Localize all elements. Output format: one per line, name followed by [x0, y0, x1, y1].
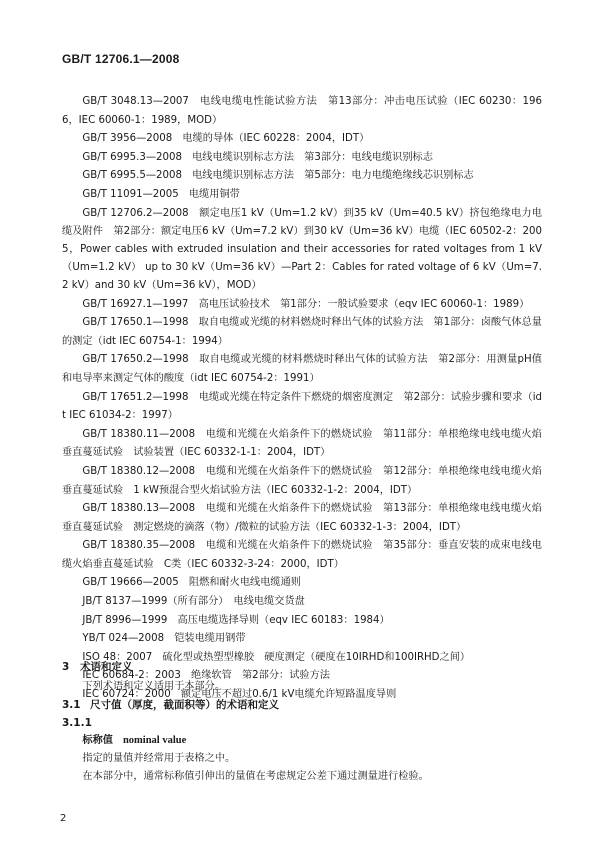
normative-references-list [62, 93, 542, 705]
reference-item: YB/T 024—2008 铠装电缆用钢带 [82, 633, 246, 645]
reference-item: GB/T 3956—2008 电缆的导体（IEC 60228：2004，IDT） [82, 133, 370, 145]
reference-item: GB/T 17650.1—1998 取自电缆或光缆的材料燃烧时释出气体的试验方法 第1部分：卤酸气体总量的测定（idt IEC 60754-1：1994） [62, 317, 542, 347]
subsection-number: 3.1 [62, 699, 81, 711]
standard-header: GB/T 12706.1—2008 [62, 52, 180, 66]
reference-item: GB/T 6995.5—2008 电线电缆识别标志方法 第5部分：电力电缆绝缘线芯识别标志 [82, 170, 474, 182]
term-english: nominal value [122, 735, 187, 746]
reference-item: GB/T 18380.35—2008 电缆和光缆在火焰条件下的燃烧试验 第35部分：垂直安装的成束电线电缆火焰垂直蔓延试验 C类（IEC 60332-3-24：2000，IDT） [62, 540, 542, 570]
section-number: 3 [62, 661, 70, 673]
reference-item: IEC 60684-2：2003 绝缘软管 第2部分：试验方法 [82, 670, 330, 682]
reference-item: GB/T 16927.1—1997 高电压试验技术 第1部分：一般试验要求（eqv IEC 60060-1：1989） [82, 298, 530, 310]
reference-item: GB/T 6995.3—2008 电线电缆识别标志方法 第3部分：电线电缆识别标志 [82, 151, 433, 163]
reference-item: GB/T 18380.12—2008 电缆和光缆在火焰条件下的燃烧试验 第12部分：单根绝缘电线电缆火焰垂直蔓延试验 1 kW预混合型火焰试验方法（IEC 60332-1-2：2004，IDT） [62, 465, 542, 496]
item-number: 3.1.1 [62, 717, 92, 729]
section-title: 术语和定义 [80, 661, 133, 673]
reference-item: ISO 48：2007 硫化型或热塑型橡胶 硬度测定（硬度在10IRHD和100IRHD之间） [82, 651, 471, 663]
reference-item: GB/T 18380.13—2008 电缆和光缆在火焰条件下的燃烧试验 第13部分：单根绝缘电线电缆火焰垂直蔓延试验 测定燃烧的滴落（物）/微粒的试验方法（IEC 60332-1-3：2004，IDT） [62, 503, 542, 533]
reference-item: GB/T 3048.13—2007 电线电缆电性能试验方法 第13部分：冲击电压试验（IEC 60230：1966，IEC 60060-1：1989，MOD） [62, 96, 542, 126]
reference-item: JB/T 8137—1999（所有部分） 电线电缆交货盘 [82, 596, 305, 608]
reference-item: GB/T 17650.2—1998 取自电缆或光缆的材料燃烧时释出气体的试验方法 第2部分：用测量pH值和电导率来测定气体的酸度（idt IEC 60754-2：1991） [62, 354, 542, 384]
reference-item: GB/T 17651.2—1998 电缆或光缆在特定条件下燃烧的烟密度测定 第2部分：试验步骤和要求（idt IEC 61034-2：1997） [62, 391, 542, 422]
reference-item: GB/T 18380.11—2008 电缆和光缆在火焰条件下的燃烧试验 第11部分：单根绝缘电线电缆火焰垂直蔓延试验 试验装置（IEC 60332-1-1：2004，IDT） [62, 428, 542, 459]
reference-item: GB/T 19666—2005 阻燃和耐火电线电缆通则 [82, 577, 301, 589]
term-entry [62, 732, 542, 750]
section-intro: 下列术语和定义适用于本部分。 [82, 681, 226, 692]
term-chinese: 标称值 [82, 735, 113, 746]
section-terms-and-definitions [62, 656, 542, 786]
reference-item: JB/T 8996—1999 高压电缆选择导则（eqv IEC 60183：1984） [82, 614, 390, 626]
subsection-heading [62, 696, 542, 714]
definition-note: 在本部分中，通常标称值引伸出的量值在考虑规定公差下通过测量进行检验。 [82, 771, 429, 782]
reference-item: IEC 60724：2000 额定电压不超过0.6/1 kV电缆允许短路温度导则 [82, 689, 397, 701]
definition-text: 指定的量值并经常用于表格之中。 [82, 753, 236, 764]
page-number: 2 [60, 813, 67, 824]
section-heading [62, 656, 542, 678]
reference-item: GB/T 12706.2—2008 额定电压1 kV（Um=1.2 kV）到35 kV（Um=40.5 kV）挤包绝缘电力电缆及附件 第2部分：额定电压6 kV（Um=7.2 kV）到30 kV（Um=36 kV）电缆（IEC 60502-2：2005，Power cables with extruded insulation and their accessories for rated voltages from 1 kV（Um=1.2 kV） up to 30 kV（Um=36 kV）—Part 2：Cables for rated voltage of 6 kV（Um=7.2 kV）and 30 kV（Um=36 kV），MOD） [62, 207, 542, 292]
subsection-title: 尺寸值（厚度，截面积等）的术语和定义 [90, 699, 279, 711]
reference-item: GB/T 11091—2005 电缆用铜带 [82, 188, 240, 200]
